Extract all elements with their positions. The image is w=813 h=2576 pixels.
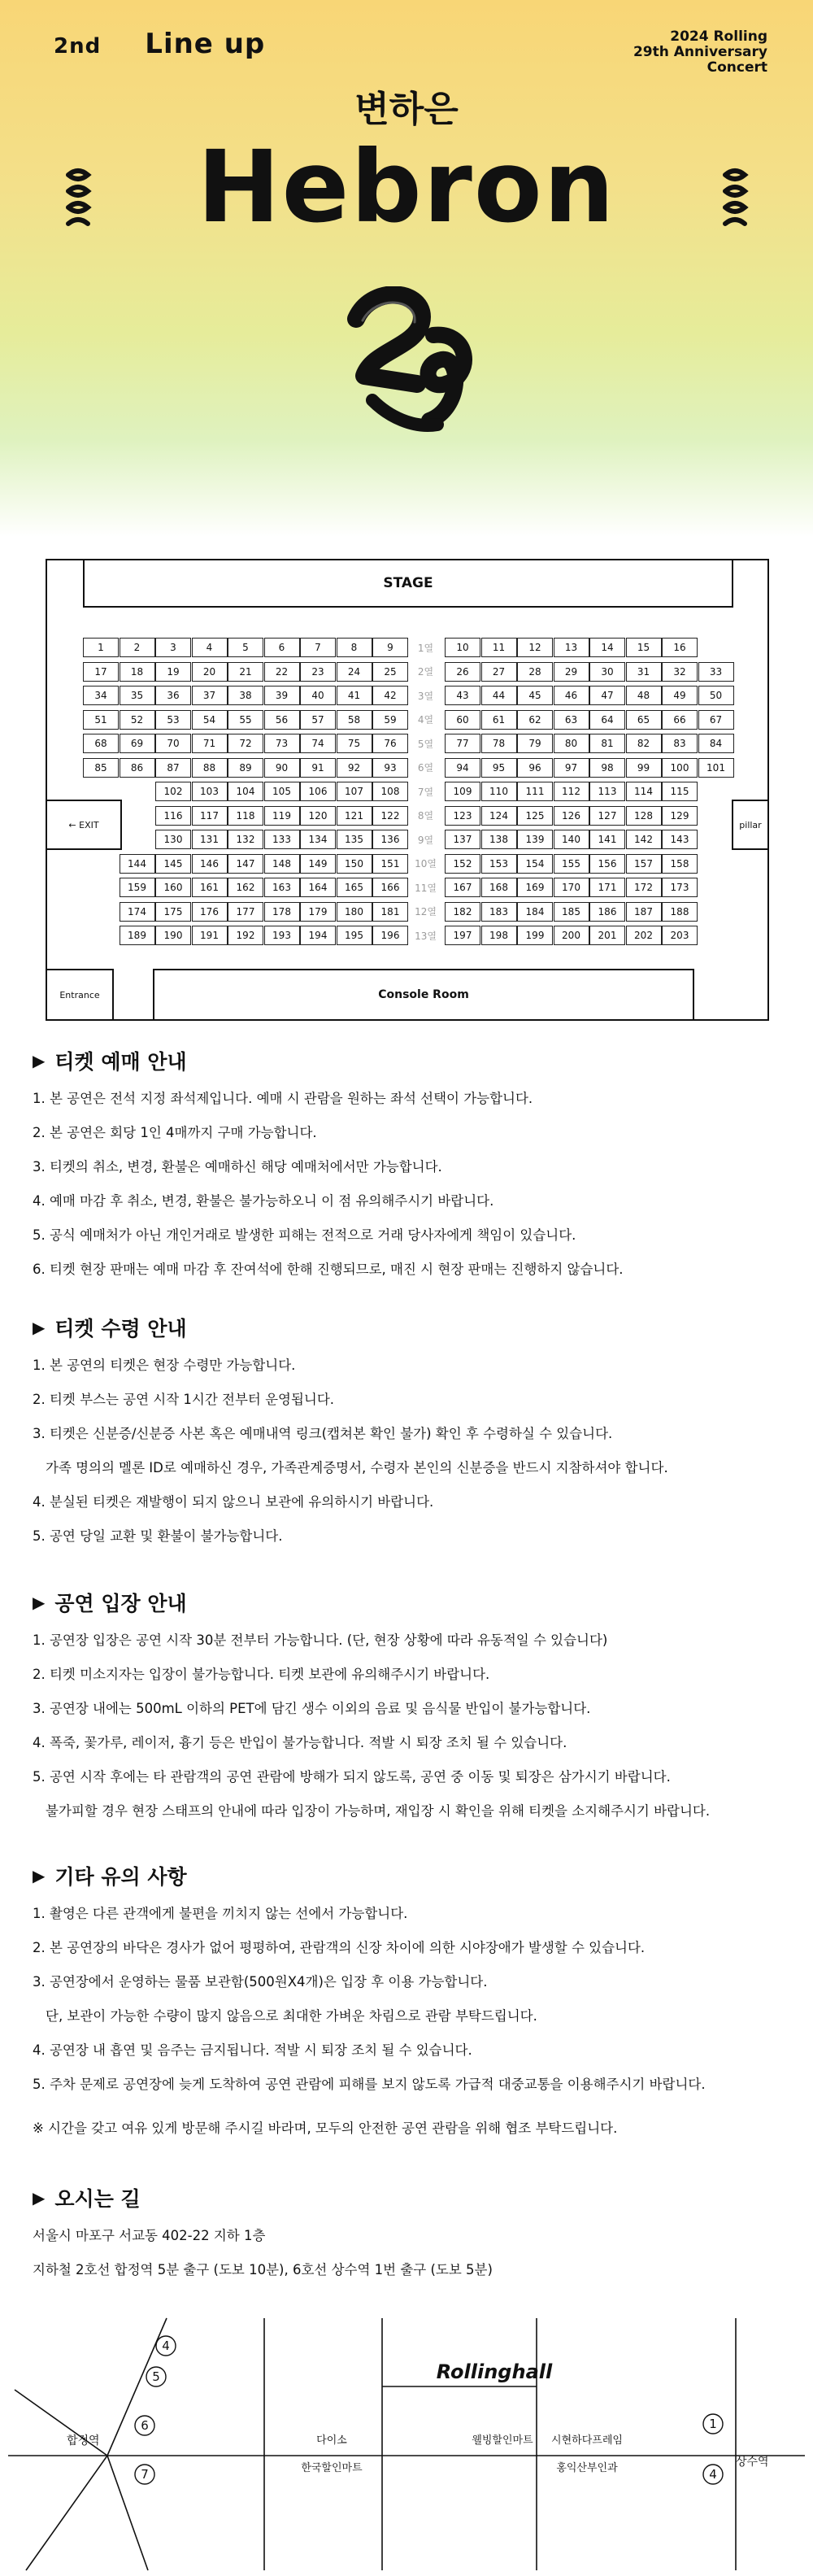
seat-grid <box>47 560 767 1019</box>
seat-104[interactable]: 104 <box>228 782 263 801</box>
seat-90[interactable]: 90 <box>264 758 300 778</box>
29-3d-logo-icon <box>340 286 478 433</box>
seat-200[interactable]: 200 <box>554 926 589 945</box>
seat-24[interactable]: 24 <box>337 662 372 682</box>
seat-184[interactable]: 184 <box>517 902 553 922</box>
seat-170[interactable]: 170 <box>554 878 589 897</box>
notice-item: 5. 공식 예매처가 아닌 개인거래로 발생한 피해는 전적으로 거래 당사자에게 책임이 있습니다. <box>33 1227 576 1243</box>
row-label: 12열 <box>415 906 437 918</box>
seat-157[interactable]: 157 <box>626 854 662 874</box>
daiso-label: 다이소 <box>316 2434 347 2447</box>
row-label: 11열 <box>415 882 437 894</box>
row-label: 5열 <box>417 738 434 750</box>
seat-159[interactable]: 159 <box>120 878 155 897</box>
event-title <box>633 29 767 76</box>
seat-38[interactable]: 38 <box>228 686 263 705</box>
seat-172[interactable]: 172 <box>626 878 662 897</box>
seat-158[interactable]: 158 <box>662 854 698 874</box>
seat-196[interactable]: 196 <box>372 926 408 945</box>
seat-66[interactable]: 66 <box>662 710 698 730</box>
seat-119[interactable]: 119 <box>264 806 300 826</box>
artist-name-english: Hebron <box>197 129 616 245</box>
section-heading: ▶ 오시는 길 <box>33 2187 141 2211</box>
seat-114[interactable]: 114 <box>626 782 662 801</box>
exit-door: ← EXIT <box>47 800 122 850</box>
notice-item: 3. 티켓의 취소, 변경, 환불은 예매하신 해당 예매처에서만 가능합니다. <box>33 1159 442 1175</box>
seat-137[interactable]: 137 <box>445 830 480 849</box>
seat-178[interactable]: 178 <box>264 902 300 922</box>
seat-139[interactable]: 139 <box>517 830 553 849</box>
seat-94[interactable]: 94 <box>445 758 480 778</box>
notice-item: 1. 공연장 입장은 공연 시작 30분 전부터 가능합니다. (단, 현장 상황에 따라 유동적일 수 있습니다) <box>33 1632 608 1648</box>
seat-15[interactable]: 15 <box>626 638 662 657</box>
seat-187[interactable]: 187 <box>626 902 662 922</box>
seat-49[interactable]: 49 <box>662 686 698 705</box>
seat-62[interactable]: 62 <box>517 710 553 730</box>
seat-28[interactable]: 28 <box>517 662 553 682</box>
seat-168[interactable]: 168 <box>481 878 517 897</box>
seat-22[interactable]: 22 <box>264 662 300 682</box>
notice-item: 4. 분실된 티켓은 재발행이 되지 않으니 보관에 유의하시기 바랍니다. <box>33 1494 434 1510</box>
seat-144[interactable]: 144 <box>120 854 155 874</box>
notice-subitem: 가족 명의의 멜론 ID로 예매하신 경우, 가족관계증명서, 수령자 본인의 신분증을 반드시 지참하셔야 합니다. <box>46 1460 668 1475</box>
seat-34[interactable]: 34 <box>83 686 119 705</box>
lineup-header <box>54 28 265 60</box>
seat-93[interactable]: 93 <box>372 758 408 778</box>
row-label: 9열 <box>417 834 434 846</box>
seat-192[interactable]: 192 <box>228 926 263 945</box>
seat-25[interactable]: 25 <box>372 662 408 682</box>
seat-83[interactable]: 83 <box>662 734 698 753</box>
seat-10[interactable]: 10 <box>445 638 480 657</box>
seat-199[interactable]: 199 <box>517 926 553 945</box>
notice-item: 2. 티켓 미소지자는 입장이 불가능합니다. 티켓 보관에 유의해주시기 바랍니다. <box>33 1667 490 1682</box>
seat-47[interactable]: 47 <box>589 686 625 705</box>
seat-161[interactable]: 161 <box>192 878 228 897</box>
seat-101[interactable]: 101 <box>698 758 734 778</box>
seat-169[interactable]: 169 <box>517 878 553 897</box>
seat-185[interactable]: 185 <box>554 902 589 922</box>
entry-section <box>33 1584 789 1820</box>
seat-118[interactable]: 118 <box>228 806 263 826</box>
seat-193[interactable]: 193 <box>264 926 300 945</box>
seat-1[interactable]: 1 <box>83 638 119 657</box>
seat-45[interactable]: 45 <box>517 686 553 705</box>
seat-81[interactable]: 81 <box>589 734 625 753</box>
notice-item: 3. 공연장에서 운영하는 물품 보관함(500원X4개)은 입장 후 이용 가능합니다. <box>33 1974 488 1990</box>
section-heading: ▶ 티켓 수령 안내 <box>33 1317 187 1340</box>
seat-32[interactable]: 32 <box>662 662 698 682</box>
seat-44[interactable]: 44 <box>481 686 517 705</box>
seat-11[interactable]: 11 <box>481 638 517 657</box>
seat-64[interactable]: 64 <box>589 710 625 730</box>
seat-197[interactable]: 197 <box>445 926 480 945</box>
seat-138[interactable]: 138 <box>481 830 517 849</box>
seat-19[interactable]: 19 <box>155 662 191 682</box>
seat-134[interactable]: 134 <box>300 830 336 849</box>
triangle-bullet-icon: ▶ <box>33 1866 46 1885</box>
seat-18[interactable]: 18 <box>120 662 155 682</box>
welbing-mart-label: 웰빙할인마트 <box>472 2434 533 2447</box>
seat-78[interactable]: 78 <box>481 734 517 753</box>
notice-item: 3. 티켓은 신분증/신분증 사본 혹은 예매내역 링크(캡쳐본 확인 불가) 확인 후 수령하실 수 있습니다. <box>33 1426 613 1441</box>
notice-item: 6. 티켓 현장 판매는 예매 마감 후 잔여석에 한해 진행되므로, 매진 시 현장 판매는 진행하지 않습니다. <box>33 1262 624 1277</box>
seat-186[interactable]: 186 <box>589 902 625 922</box>
clinic-label: 홍익산부인과 <box>556 2462 618 2474</box>
seat-130[interactable]: 130 <box>155 830 191 849</box>
seat-117[interactable]: 117 <box>192 806 228 826</box>
sangsu-exit-1-label: 1 <box>709 2417 717 2431</box>
seat-103[interactable]: 103 <box>192 782 228 801</box>
seat-152[interactable]: 152 <box>445 854 480 874</box>
seat-111[interactable]: 111 <box>517 782 553 801</box>
hapjeong-exit-7-label: 7 <box>141 2467 149 2482</box>
seat-55[interactable]: 55 <box>228 710 263 730</box>
seat-9[interactable]: 9 <box>372 638 408 657</box>
seat-63[interactable]: 63 <box>554 710 589 730</box>
seat-191[interactable]: 191 <box>192 926 228 945</box>
seat-141[interactable]: 141 <box>589 830 625 849</box>
seat-87[interactable]: 87 <box>155 758 191 778</box>
entrance: Entrance <box>47 969 114 1019</box>
seat-181[interactable]: 181 <box>372 902 408 922</box>
notice-item: 2. 티켓 부스는 공연 시작 1시간 전부터 운영됩니다. <box>33 1392 335 1407</box>
hapjeong-station-label: 합정역 <box>67 2434 100 2447</box>
seat-131[interactable]: 131 <box>192 830 228 849</box>
seat-167[interactable]: 167 <box>445 878 480 897</box>
seat-58[interactable]: 58 <box>337 710 372 730</box>
seat-154[interactable]: 154 <box>517 854 553 874</box>
seat-46[interactable]: 46 <box>554 686 589 705</box>
seat-31[interactable]: 31 <box>626 662 662 682</box>
seat-110[interactable]: 110 <box>481 782 517 801</box>
closing-note: ※ 시간을 갖고 여유 있게 방문해 주시길 바라며, 모두의 안전한 공연 관람을 위해 협조 부탁드립니다. <box>33 2121 618 2136</box>
seat-12[interactable]: 12 <box>517 638 553 657</box>
seat-194[interactable]: 194 <box>300 926 336 945</box>
seat-67[interactable]: 67 <box>698 710 734 730</box>
seat-59[interactable]: 59 <box>372 710 408 730</box>
seat-143[interactable]: 143 <box>662 830 698 849</box>
seat-73[interactable]: 73 <box>264 734 300 753</box>
seat-17[interactable]: 17 <box>83 662 119 682</box>
seat-8[interactable]: 8 <box>337 638 372 657</box>
seat-86[interactable]: 86 <box>120 758 155 778</box>
seat-88[interactable]: 88 <box>192 758 228 778</box>
seat-72[interactable]: 72 <box>228 734 263 753</box>
seat-65[interactable]: 65 <box>626 710 662 730</box>
seat-160[interactable]: 160 <box>155 878 191 897</box>
seat-53[interactable]: 53 <box>155 710 191 730</box>
lineup-label: Line up <box>145 28 266 60</box>
seat-182[interactable]: 182 <box>445 902 480 922</box>
seat-150[interactable]: 150 <box>337 854 372 874</box>
seat-140[interactable]: 140 <box>554 830 589 849</box>
korea-mart-label: 한국할인마트 <box>301 2462 363 2474</box>
seat-21[interactable]: 21 <box>228 662 263 682</box>
seat-122[interactable]: 122 <box>372 806 408 826</box>
seat-176[interactable]: 176 <box>192 902 228 922</box>
notice-item: 1. 촬영은 다른 관객에게 불편을 끼치지 않는 선에서 가능합니다. <box>33 1906 408 1921</box>
event-title-line3: Concert <box>706 59 767 76</box>
hero-banner <box>0 0 813 537</box>
seat-85[interactable]: 85 <box>83 758 119 778</box>
seat-84[interactable]: 84 <box>698 734 734 753</box>
seat-153[interactable]: 153 <box>481 854 517 874</box>
venue-address: 서울시 마포구 서교동 402-22 지하 1층 <box>33 2228 266 2243</box>
seat-89[interactable]: 89 <box>228 758 263 778</box>
seat-20[interactable]: 20 <box>192 662 228 682</box>
seat-147[interactable]: 147 <box>228 854 263 874</box>
seat-132[interactable]: 132 <box>228 830 263 849</box>
seat-29[interactable]: 29 <box>554 662 589 682</box>
seat-36[interactable]: 36 <box>155 686 191 705</box>
misc-notice-section <box>33 1858 789 2138</box>
seat-26[interactable]: 26 <box>445 662 480 682</box>
notice-item: 5. 주차 문제로 공연장에 늦게 도착하여 공연 관람에 피해를 보지 않도록 가급적 대중교통을 이용해주시기 바랍니다. <box>33 2077 706 2092</box>
map-drawing <box>0 2308 813 2576</box>
seat-151[interactable]: 151 <box>372 854 408 874</box>
seat-123[interactable]: 123 <box>445 806 480 826</box>
seat-136[interactable]: 136 <box>372 830 408 849</box>
hapjeong-exit-4-label: 4 <box>162 2338 170 2353</box>
seat-113[interactable]: 113 <box>589 782 625 801</box>
seat-76[interactable]: 76 <box>372 734 408 753</box>
seat-79[interactable]: 79 <box>517 734 553 753</box>
seat-98[interactable]: 98 <box>589 758 625 778</box>
seat-5[interactable]: 5 <box>228 638 263 657</box>
seat-91[interactable]: 91 <box>300 758 336 778</box>
seat-60[interactable]: 60 <box>445 710 480 730</box>
notice-subitem: 단, 보관이 가능한 수량이 많지 않음으로 최대한 가벼운 차림으로 관람 부탁드립니다. <box>46 2008 537 2024</box>
seat-51[interactable]: 51 <box>83 710 119 730</box>
seat-3[interactable]: 3 <box>155 638 191 657</box>
notice-subitem: 불가피할 경우 현장 스태프의 안내에 따라 입장이 가능하며, 재입장 시 확인을 위해 티켓을 소지해주시기 바랍니다. <box>46 1803 711 1819</box>
notice-item: 1. 본 공연은 전석 지정 좌석제입니다. 예매 시 관람을 원하는 좌석 선택이 가능합니다. <box>33 1091 533 1106</box>
seat-68[interactable]: 68 <box>83 734 119 753</box>
sangsu-exit-4-label: 4 <box>709 2467 717 2482</box>
ticket-reservation-section <box>33 1043 789 1279</box>
seat-100[interactable]: 100 <box>662 758 698 778</box>
location-map <box>0 2308 813 2576</box>
event-title-line1: 2024 Rolling <box>670 28 767 45</box>
seat-146[interactable]: 146 <box>192 854 228 874</box>
seat-96[interactable]: 96 <box>517 758 553 778</box>
seat-121[interactable]: 121 <box>337 806 372 826</box>
seat-166[interactable]: 166 <box>372 878 408 897</box>
seat-108[interactable]: 108 <box>372 782 408 801</box>
seat-201[interactable]: 201 <box>589 926 625 945</box>
seat-189[interactable]: 189 <box>120 926 155 945</box>
notice-item: 3. 공연장 내에는 500mL 이하의 PET에 담긴 생수 이외의 음료 및 음식물 반입이 불가능합니다. <box>33 1701 591 1716</box>
seat-69[interactable]: 69 <box>120 734 155 753</box>
seat-27[interactable]: 27 <box>481 662 517 682</box>
section-heading: ▶ 기타 유의 사항 <box>33 1865 187 1889</box>
seat-125[interactable]: 125 <box>517 806 553 826</box>
seat-82[interactable]: 82 <box>626 734 662 753</box>
frame-shop-label: 시현하다프레임 <box>551 2434 623 2447</box>
seat-54[interactable]: 54 <box>192 710 228 730</box>
seat-2[interactable]: 2 <box>120 638 155 657</box>
directions-section <box>33 2180 789 2279</box>
notice-item: 2. 본 공연장의 바닥은 경사가 없어 평평하여, 관람객의 신장 차이에 의한 시야장애가 발생할 수 있습니다. <box>33 1940 646 1955</box>
seat-75[interactable]: 75 <box>337 734 372 753</box>
notice-item: 5. 공연 당일 교환 및 환불이 불가능합니다. <box>33 1528 283 1544</box>
seat-179[interactable]: 179 <box>300 902 336 922</box>
seat-map <box>46 559 769 1021</box>
seat-155[interactable]: 155 <box>554 854 589 874</box>
seat-7[interactable]: 7 <box>300 638 336 657</box>
artist-name-korean: 변하은 <box>354 89 459 130</box>
seat-52[interactable]: 52 <box>120 710 155 730</box>
seat-164[interactable]: 164 <box>300 878 336 897</box>
seat-180[interactable]: 180 <box>337 902 372 922</box>
seat-99[interactable]: 99 <box>626 758 662 778</box>
seat-106[interactable]: 106 <box>300 782 336 801</box>
event-title-line2: 29th Anniversary <box>633 44 767 60</box>
notice-item: 2. 본 공연은 회당 1인 4매까지 구매 가능합니다. <box>33 1125 317 1140</box>
seat-43[interactable]: 43 <box>445 686 480 705</box>
seat-39[interactable]: 39 <box>264 686 300 705</box>
seat-195[interactable]: 195 <box>337 926 372 945</box>
row-label: 7열 <box>417 786 434 798</box>
transit-info: 지하철 2호선 합정역 5분 출구 (도보 10분), 6호선 상수역 1번 출구 (도보 5분) <box>33 2262 493 2277</box>
row-label: 4열 <box>417 714 434 726</box>
seat-14[interactable]: 14 <box>589 638 625 657</box>
seat-145[interactable]: 145 <box>155 854 191 874</box>
seat-107[interactable]: 107 <box>337 782 372 801</box>
seat-70[interactable]: 70 <box>155 734 191 753</box>
seat-109[interactable]: 109 <box>445 782 480 801</box>
edition-label: 2nd <box>54 34 102 59</box>
right-29-squiggle-icon <box>720 167 750 240</box>
seat-23[interactable]: 23 <box>300 662 336 682</box>
seat-128[interactable]: 128 <box>626 806 662 826</box>
seat-40[interactable]: 40 <box>300 686 336 705</box>
hapjeong-exit-6-label: 6 <box>141 2418 149 2433</box>
console-room: Console Room <box>153 969 694 1019</box>
seat-148[interactable]: 148 <box>264 854 300 874</box>
seat-165[interactable]: 165 <box>337 878 372 897</box>
row-label: 8열 <box>417 810 434 822</box>
seat-48[interactable]: 48 <box>626 686 662 705</box>
seat-77[interactable]: 77 <box>445 734 480 753</box>
triangle-bullet-icon: ▶ <box>33 1318 46 1337</box>
seat-37[interactable]: 37 <box>192 686 228 705</box>
seat-41[interactable]: 41 <box>337 686 372 705</box>
seat-42[interactable]: 42 <box>372 686 408 705</box>
seat-198[interactable]: 198 <box>481 926 517 945</box>
row-label: 13열 <box>415 930 437 942</box>
seat-13[interactable]: 13 <box>554 638 589 657</box>
seat-116[interactable]: 116 <box>155 806 191 826</box>
ticket-pickup-section <box>33 1310 789 1545</box>
seat-156[interactable]: 156 <box>589 854 625 874</box>
seat-173[interactable]: 173 <box>662 878 698 897</box>
seat-16[interactable]: 16 <box>662 638 698 657</box>
seat-50[interactable]: 50 <box>698 686 734 705</box>
seat-127[interactable]: 127 <box>589 806 625 826</box>
seat-33[interactable]: 33 <box>698 662 734 682</box>
seat-174[interactable]: 174 <box>120 902 155 922</box>
seat-102[interactable]: 102 <box>155 782 191 801</box>
seat-163[interactable]: 163 <box>264 878 300 897</box>
notice-item: 4. 폭죽, 꽃가루, 레이저, 흉기 등은 반입이 불가능합니다. 적발 시 퇴장 조치 될 수 있습니다. <box>33 1735 567 1750</box>
seat-183[interactable]: 183 <box>481 902 517 922</box>
seat-202[interactable]: 202 <box>626 926 662 945</box>
seat-92[interactable]: 92 <box>337 758 372 778</box>
seat-105[interactable]: 105 <box>264 782 300 801</box>
notice-item: 4. 공연장 내 흡연 및 음주는 금지됩니다. 적발 시 퇴장 조치 될 수 있습니다. <box>33 2042 472 2058</box>
seat-188[interactable]: 188 <box>662 902 698 922</box>
seat-203[interactable]: 203 <box>662 926 698 945</box>
seat-177[interactable]: 177 <box>228 902 263 922</box>
notice-item: 1. 본 공연의 티켓은 현장 수령만 가능합니다. <box>33 1358 296 1373</box>
seat-30[interactable]: 30 <box>589 662 625 682</box>
triangle-bullet-icon: ▶ <box>33 1593 46 1612</box>
row-label: 6열 <box>417 762 434 774</box>
seat-35[interactable]: 35 <box>120 686 155 705</box>
seat-57[interactable]: 57 <box>300 710 336 730</box>
rollinghall-venue-label: Rollinghall <box>436 2360 553 2383</box>
seat-112[interactable]: 112 <box>554 782 589 801</box>
row-label: 2열 <box>417 666 434 678</box>
seat-135[interactable]: 135 <box>337 830 372 849</box>
pillar: pillar <box>732 800 767 850</box>
notice-item: 4. 예매 마감 후 취소, 변경, 환불은 불가능하오니 이 점 유의해주시기 바랍니다. <box>33 1193 494 1209</box>
row-label: 3열 <box>417 690 434 702</box>
seat-4[interactable]: 4 <box>192 638 228 657</box>
seat-124[interactable]: 124 <box>481 806 517 826</box>
seat-56[interactable]: 56 <box>264 710 300 730</box>
left-29-squiggle-icon <box>63 167 93 240</box>
triangle-bullet-icon: ▶ <box>33 2188 46 2208</box>
seat-71[interactable]: 71 <box>192 734 228 753</box>
row-label: 1열 <box>417 642 434 654</box>
seat-171[interactable]: 171 <box>589 878 625 897</box>
seat-126[interactable]: 126 <box>554 806 589 826</box>
seat-80[interactable]: 80 <box>554 734 589 753</box>
stage: STAGE <box>83 560 733 608</box>
hapjeong-exit-5-label: 5 <box>152 2369 160 2384</box>
sangsu-station-label: 상수역 <box>736 2456 769 2469</box>
seat-162[interactable]: 162 <box>228 878 263 897</box>
seat-120[interactable]: 120 <box>300 806 336 826</box>
notice-item: 5. 공연 시작 후에는 타 관람객의 공연 관람에 방해가 되지 않도록, 공연 중 이동 및 퇴장은 삼가시기 바랍니다. <box>33 1769 671 1785</box>
seat-97[interactable]: 97 <box>554 758 589 778</box>
seat-61[interactable]: 61 <box>481 710 517 730</box>
seat-6[interactable]: 6 <box>264 638 300 657</box>
seat-190[interactable]: 190 <box>155 926 191 945</box>
seat-129[interactable]: 129 <box>662 806 698 826</box>
section-heading: ▶ 티켓 예매 안내 <box>33 1050 187 1074</box>
seat-149[interactable]: 149 <box>300 854 336 874</box>
seat-142[interactable]: 142 <box>626 830 662 849</box>
seat-115[interactable]: 115 <box>662 782 698 801</box>
seat-74[interactable]: 74 <box>300 734 336 753</box>
section-heading: ▶ 공연 입장 안내 <box>33 1592 187 1615</box>
triangle-bullet-icon: ▶ <box>33 1051 46 1070</box>
seat-175[interactable]: 175 <box>155 902 191 922</box>
seat-133[interactable]: 133 <box>264 830 300 849</box>
seat-95[interactable]: 95 <box>481 758 517 778</box>
row-label: 10열 <box>415 858 437 870</box>
